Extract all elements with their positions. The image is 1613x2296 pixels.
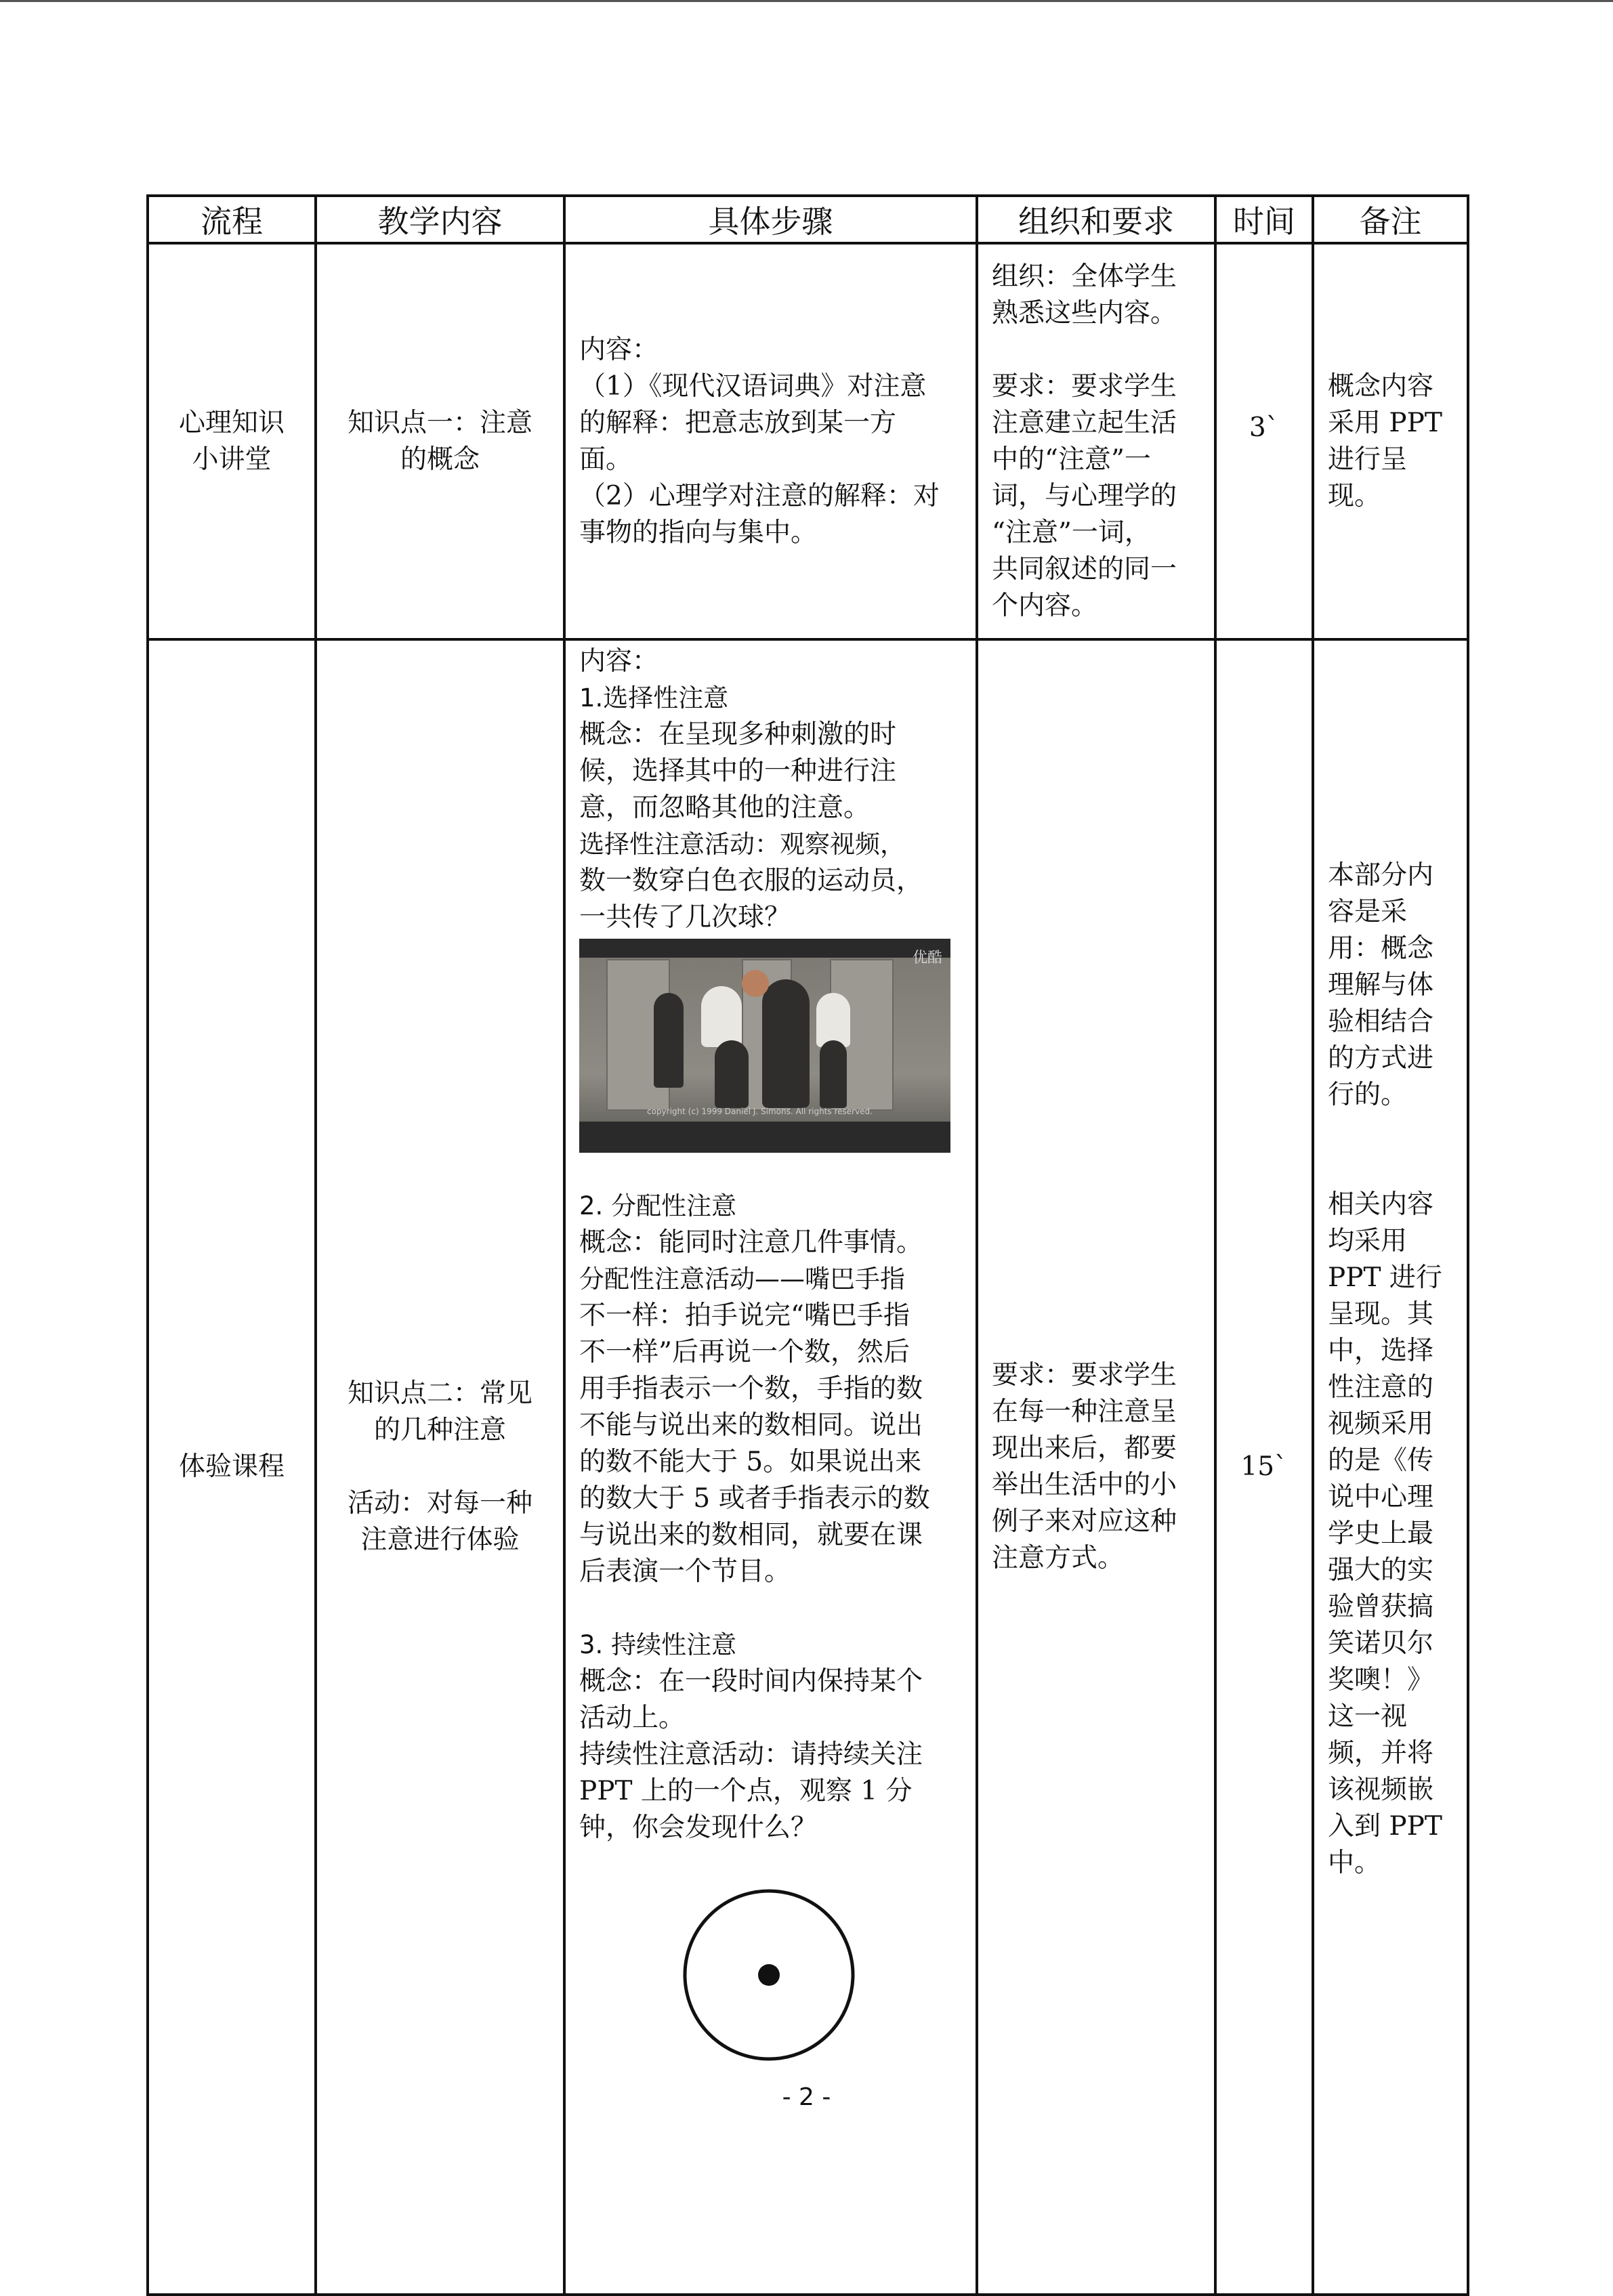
page-top-border [0,0,1613,2]
row1-notes: 概念内容 采用 PPT 进行呈 现。 [1313,243,1468,639]
row1-time: 3` [1215,243,1313,639]
row2-organization: 要求：要求学生 在每一种注意呈 现出来后，都要 举出生活中的小 例子来对应这种 注意方式。 [977,639,1215,2295]
row1-content: 知识点一：注意 的概念 [316,243,564,639]
header-teaching-content: 教学内容 [316,196,564,243]
header-steps: 具体步骤 [564,196,977,243]
video-caption: copyright (c) 1999 Daniel J. Simons. All rights reserved. [647,1107,873,1116]
row2-steps: 内容： 1.选择性注意 概念：在呈现多种刺激的时 候，选择其中的一种进行注 意，而忽略其他的注意。 选择性注意活动：观察视频， 数一数穿白色衣服的运动员， 一共传了几次球？ 优酷 copyright (c) 1999 Daniel J. Simons. All rights reserved. 2. 分配性注意 概念：能同时注意几件事情。 分配性注意活动——嘴巴手指 不一样：拍手说完“嘴巴手指 不一样”后再说一个数，然后 用手指表示一个数，手指的数 不能与说出来的数相同。说出 的数不能大于 5。如果说出来 的数大于 5 或者手指表示的数 与说出来的数相同，就要在课 后表演一个节目。 3. 持续性注意 概念：在一段时间内保持某个 活动上。 持续性注意活动：请持续关注 PPT 上的一个点，观察 1 分 钟，你会发现什么？ [564,639,977,2295]
row1-process: 心理知识 小讲堂 [148,243,316,639]
page-number: - 2 - [782,2083,831,2111]
table-row [148,639,1468,2295]
row2-notes: 本部分内 容是采 用：概念 理解与体 验相结合 的方式进 行的。 相关内容 均采用 PPT 进行 呈现。其 中，选择 性注意的 视频采用 的是《传 说中心理 学史上最 强大的实 验曾获搞 笑诺贝尔 奖噢！》 这一视 频，并将 该视频嵌 入到 PPT 中。 [1313,639,1468,2295]
row2-process: 体验课程 [148,639,316,2295]
header-organization: 组织和要求 [977,196,1215,243]
basketball-video-thumbnail[interactable] [579,939,950,1153]
table-header-row [148,196,1468,243]
row2-time: 15` [1215,639,1313,2295]
header-time: 时间 [1215,196,1313,243]
row1-organization: 组织：全体学生 熟悉这些内容。 要求：要求学生 注意建立起生活 中的“注意”一 词，与心理学的 “注意”一词， 共同叙述的同一 个内容。 [977,243,1215,639]
row1-steps: 内容： （1）《现代汉语词典》对注意 的解释：把意志放到某一方 面。 （2）心理学对注意的解释：对 事物的指向与集中。 [564,243,977,639]
lesson-plan-table [146,194,1469,2296]
focus-dot-circle-figure [681,1887,857,2063]
row2-content: 知识点二：常见 的几种注意 活动：对每一种 注意进行体验 [316,639,564,2295]
header-process: 流程 [148,196,316,243]
table-row [148,243,1468,639]
header-notes: 备注 [1313,196,1468,243]
ball-icon [742,970,769,997]
video-logo: 优酷 [912,950,942,966]
